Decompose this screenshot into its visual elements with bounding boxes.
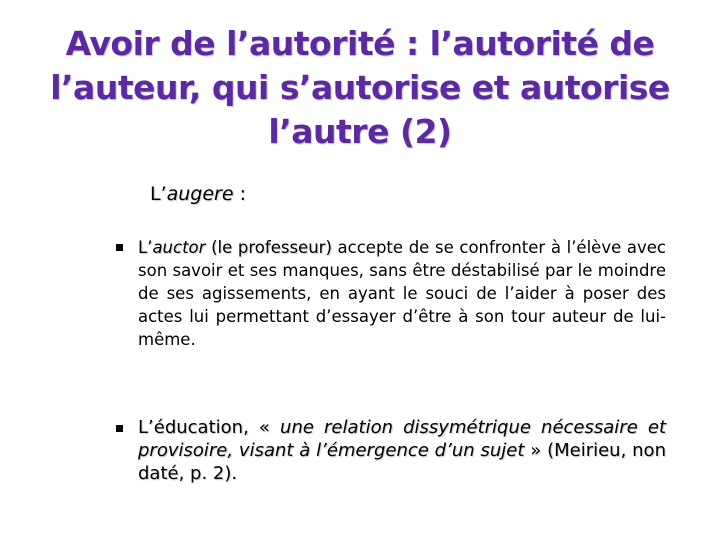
- subtitle-term: augere: [166, 183, 234, 205]
- subtitle: [150, 183, 246, 205]
- bullet-2-quote: une relation dissymétrique nécessaire et provisoire, visant à l’émergence d’un sujet: [138, 417, 667, 461]
- bullet-text-1: [138, 236, 666, 351]
- bullet-marker-2: [116, 425, 123, 432]
- subtitle-suffix: :: [233, 183, 247, 205]
- subtitle-prefix: L’: [150, 183, 167, 205]
- bullet-2-tail: » (Meirieu, non daté, p. 2).: [138, 440, 666, 484]
- bullet-2-lead: L’éducation, «: [138, 417, 281, 438]
- bullet-marker-1: [116, 244, 123, 251]
- bullet-text-2: [138, 416, 666, 485]
- bullet-1-body: accepte de se confronter à l’élève avec son savoir et ses manques, sans être déstabilisé par le moindre de ses agissements, en ayant le souci de l’aider à poser des actes lui permettant d’essayer d’être à son tour auteur de lui-même.: [138, 238, 666, 349]
- slide-title: Avoir de l’autorité : l’autorité de l’auteur, qui s’autorise et autorise l’autre (2): [50, 24, 670, 151]
- bullet-1-lead: L’auctor (le professeur): [138, 238, 332, 257]
